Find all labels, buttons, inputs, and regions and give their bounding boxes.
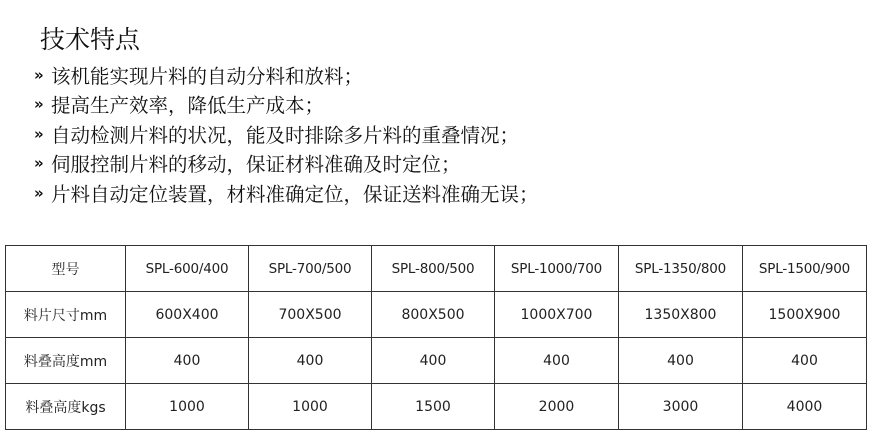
table-cell: SPL-800/500 (372, 246, 495, 292)
table-cell: SPL-1350/800 (619, 246, 743, 292)
row-label: 料叠高度kgs (6, 384, 126, 430)
table-cell: 1350X800 (619, 292, 743, 338)
feature-text: 片料自动定位装置，材料准确定位，保证送料准确无误； (51, 182, 539, 206)
table-cell: 400 (372, 338, 495, 384)
table-cell: SPL-1500/900 (743, 246, 867, 292)
feature-item (34, 60, 539, 90)
spec-table (5, 245, 867, 430)
feature-item (34, 119, 539, 149)
table-cell: 400 (126, 338, 249, 384)
row-label: 型号 (6, 246, 126, 292)
double-chevron-right-icon: » (34, 183, 41, 202)
table-cell: 800X500 (372, 292, 495, 338)
table-cell: 1000 (126, 384, 249, 430)
table-cell: 2000 (495, 384, 619, 430)
feature-list (34, 60, 539, 208)
feature-item (34, 178, 539, 208)
table-cell: 1500 (372, 384, 495, 430)
table-cell: 1000 (249, 384, 372, 430)
double-chevron-right-icon: » (34, 124, 41, 143)
feature-text: 伺服控制片料的移动，保证材料准确及时定位； (51, 153, 461, 177)
page-title: 技术特点 (40, 25, 141, 54)
double-chevron-right-icon: » (34, 95, 41, 114)
double-chevron-right-icon: » (34, 65, 41, 84)
feature-text: 该机能实现片料的自动分料和放料； (51, 64, 364, 88)
table-cell: 1500X900 (743, 292, 867, 338)
table-cell: SPL-600/400 (126, 246, 249, 292)
table-cell: 400 (495, 338, 619, 384)
row-label: 料片尺寸mm (6, 292, 126, 338)
feature-text: 自动检测片料的状况，能及时排除多片料的重叠情况； (51, 123, 520, 147)
double-chevron-right-icon: » (34, 154, 41, 173)
table-cell: 1000X700 (495, 292, 619, 338)
feature-item (34, 90, 539, 120)
feature-text: 提高生产效率，降低生产成本； (51, 94, 325, 118)
table-cell: 700X500 (249, 292, 372, 338)
table-row-stack-height-kgs (6, 384, 867, 430)
table-row-model (6, 246, 867, 292)
table-row-stack-height-mm (6, 338, 867, 384)
table-cell: SPL-700/500 (249, 246, 372, 292)
table-cell: 400 (619, 338, 743, 384)
table-row-sheet-size (6, 292, 867, 338)
table-cell: 4000 (743, 384, 867, 430)
table-cell: 400 (743, 338, 867, 384)
table-cell: SPL-1000/700 (495, 246, 619, 292)
row-label: 料叠高度mm (6, 338, 126, 384)
table-cell: 600X400 (126, 292, 249, 338)
table-cell: 400 (249, 338, 372, 384)
table-cell: 3000 (619, 384, 743, 430)
feature-item (34, 149, 539, 179)
